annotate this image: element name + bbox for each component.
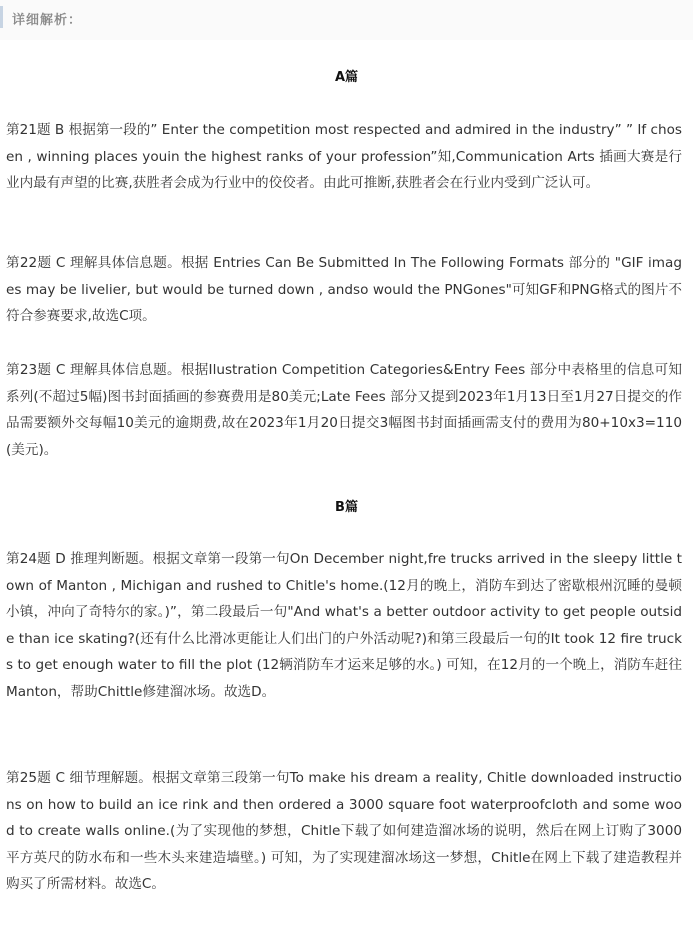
answer-paragraph-23: 第23题 C 理解具体信息题。根据Ilustration Competition Categories&Entry Fees 部分中表格里的信息可知系列(不超过5幅)图书封面插画的参赛费用是80美元;Late Fees 部分又提到2023年1月13日至1月27日提交的作品需要额外交每幅10美元的逾期费,故在2023年1月20日提交3幅图书封面插画需支付的费用为80+10x3=110(美元)。 [6, 362, 682, 458]
analysis-header-title: 详细解析： [12, 13, 83, 28]
header-accent-bar [0, 6, 3, 28]
answer-paragraph-22: 第22题 C 理解具体信息题。根据 Entries Can Be Submitted In The Following Formats 部分的 "GIF images may be livelier, but would be turned down , andso would the PNGones"可知GF和PNG格式的图片不符合参赛要求,故选C项。 [6, 255, 682, 324]
analysis-header [0, 0, 693, 40]
answer-paragraph-21: 第21题 B 根据第一段的” Enter the competition most respected and admired in the industry” ” If chosen , winning places youin the highest ranks of your profession”知,Communication Arts 插画大赛是行业内最有声望的比赛,获胜者会成为行业中的佼佼者。由此可推断,获胜者会在行业内受到广泛认可。 [6, 122, 682, 191]
section-title-a: A篇 [334, 70, 359, 85]
answer-paragraph-24: 第24题 D 推理判断题。根据文章第一段第一句On December night,fre trucks arrived in the sleepy little town of Manton , Michigan and rushed to Chitle's home.(12月的晚上，消防车到达了密歇根州沉睡的曼顿小镇，冲向了奇特尔的家。)”，第二段最后一句"And what's a better outdoor activity to get people outside than ice skating?(还有什么比滑冰更能让人们出门的户外活动呢?)和第三段最后一句的It took 12 fire trucks to get enough water to fill the plot (12辆消防车才运来足够的水。) 可知，在12月的一个晚上，消防车赶往Manton，帮助Chittle修建溜冰场。故选D。 [6, 551, 682, 700]
answer-paragraph-25: 第25题 C 细节理解题。根据文章第三段第一句To make his dream a reality, Chitle downloaded instructions on how to build an ice rink and then ordered a 3000 square foot waterproofcloth and some wood to create walls online.(为了实现他的梦想，Chitle下载了如何建造溜冰场的说明，然后在网上订购了3000平方英尺的防水布和一些木头来建造墙壁。) 可知，为了实现建溜冰场这一梦想，Chitle在网上下载了建造教程并购买了所需材料。故选C。 [6, 770, 682, 892]
section-title-b: B篇 [335, 500, 358, 515]
